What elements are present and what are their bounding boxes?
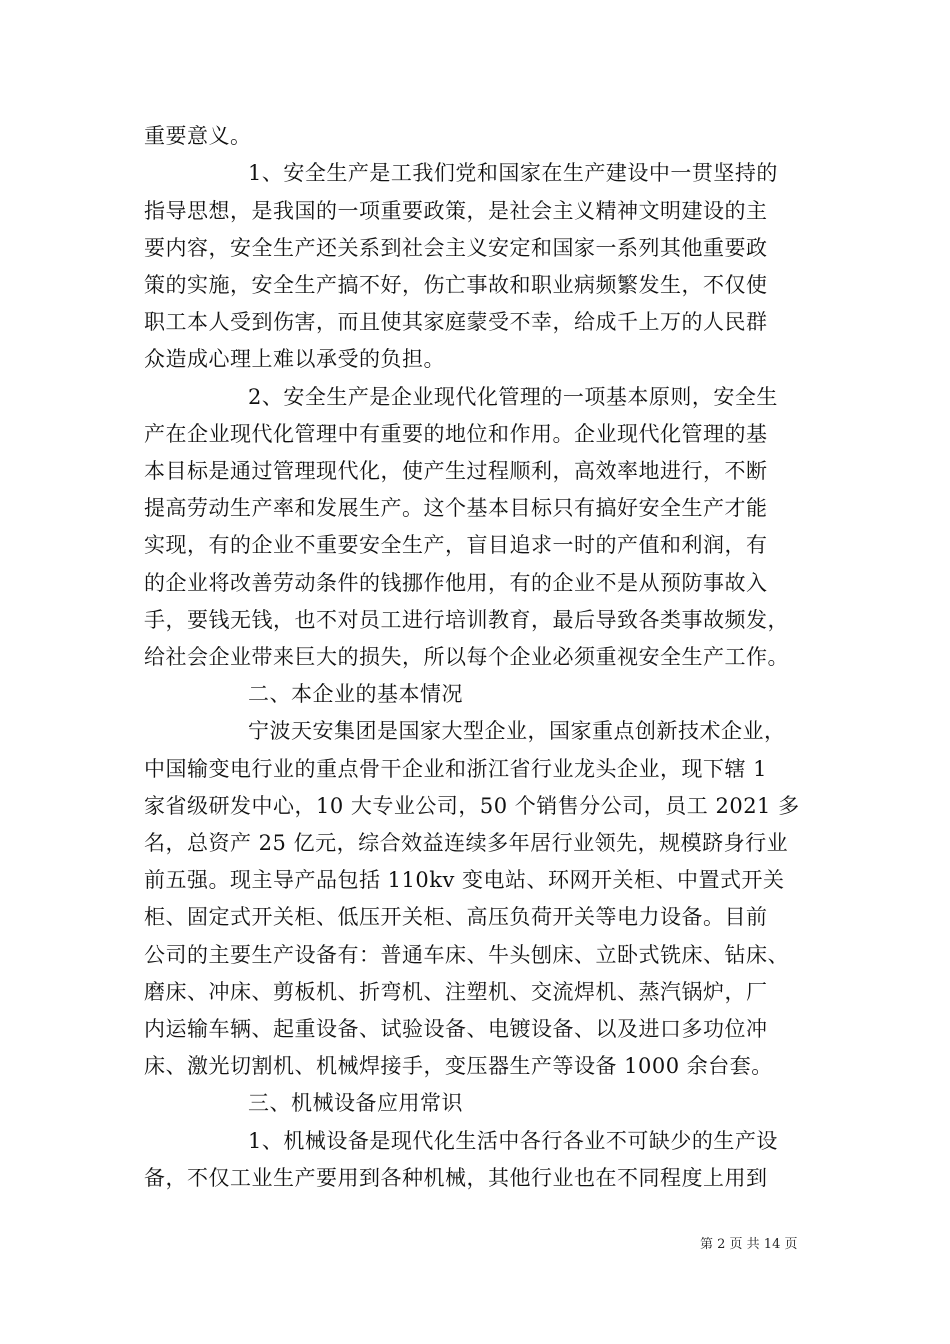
text-line: 前五强。现主导产品包括 110kv 变电站、环网开关柜、中置式开关 bbox=[144, 868, 785, 892]
text-line: 要内容，安全生产还关系到社会主义安定和国家一系列其他重要政 bbox=[144, 236, 768, 260]
text-line: 实现，有的企业不重要安全生产，盲目追求一时的产值和利润，有 bbox=[144, 533, 768, 557]
text-line: 给社会企业带来巨大的损失，所以每个企业必须重视安全生产工作。 bbox=[144, 645, 789, 669]
text-line: 1、机械设备是现代化生活中各行各业不可缺少的生产设 bbox=[248, 1129, 778, 1153]
text-line: 内运输车辆、起重设备、试验设备、电镀设备、以及进口多功位冲 bbox=[144, 1017, 768, 1041]
text-line: 重要意义。 bbox=[144, 124, 252, 148]
text-line: 柜、固定式开关柜、低压开关柜、高压负荷开关等电力设备。目前 bbox=[144, 905, 768, 929]
text-line: 宁波天安集团是国家大型企业，国家重点创新技术企业， bbox=[248, 719, 786, 743]
text-line: 名，总资产 25 亿元，综合效益连续多年居行业领先，规模跻身行业 bbox=[144, 831, 789, 855]
text-line: 床、激光切割机、机械焊接手，变压器生产等设备 1000 余台套。 bbox=[144, 1054, 773, 1078]
text-line: 策的实施，安全生产搞不好，伤亡事故和职业病频繁发生，不仅使 bbox=[144, 273, 768, 297]
text-line: 产在企业现代化管理中有重要的地位和作用。企业现代化管理的基 bbox=[144, 422, 768, 446]
page-number: 第 2 页 共 14 页 bbox=[700, 1237, 798, 1252]
section-heading: 二、本企业的基本情况 bbox=[248, 682, 463, 706]
text-line: 手，要钱无钱，也不对员工进行培训教育，最后导致各类事故频发， bbox=[144, 608, 789, 632]
text-line: 备，不仅工业生产要用到各种机械，其他行业也在不同程度上用到 bbox=[144, 1166, 768, 1190]
text-line: 中国输变电行业的重点骨干企业和浙江省行业龙头企业，现下辖 1 bbox=[144, 757, 768, 781]
text-line: 1、安全生产是工我们党和国家在生产建设中一贯坚持的 bbox=[248, 161, 778, 185]
text-line: 家省级研发中心，10 大专业公司，50 个销售分公司，员工 2021 多 bbox=[144, 794, 800, 818]
text-line: 的企业将改善劳动条件的钱挪作他用，有的企业不是从预防事故入 bbox=[144, 571, 768, 595]
section-heading: 三、机械设备应用常识 bbox=[248, 1091, 463, 1115]
text-line: 提高劳动生产率和发展生产。这个基本目标只有搞好安全生产才能 bbox=[144, 496, 768, 520]
text-line: 职工本人受到伤害，而且使其家庭蒙受不幸，给成千上万的人民群 bbox=[144, 310, 768, 334]
text-line: 公司的主要生产设备有：普通车床、牛头刨床、立卧式铣床、钻床、 bbox=[144, 943, 789, 967]
text-line: 指导思想，是我国的一项重要政策，是社会主义精神文明建设的主 bbox=[144, 199, 768, 223]
text-line: 本目标是通过管理现代化，使产生过程顺利，高效率地进行，不断 bbox=[144, 459, 768, 483]
text-line: 2、安全生产是企业现代化管理的一项基本原则，安全生 bbox=[248, 385, 778, 409]
text-line: 众造成心理上难以承受的负担。 bbox=[144, 347, 445, 371]
text-line: 磨床、冲床、剪板机、折弯机、注塑机、交流焊机、蒸汽锅炉，厂 bbox=[144, 980, 768, 1004]
